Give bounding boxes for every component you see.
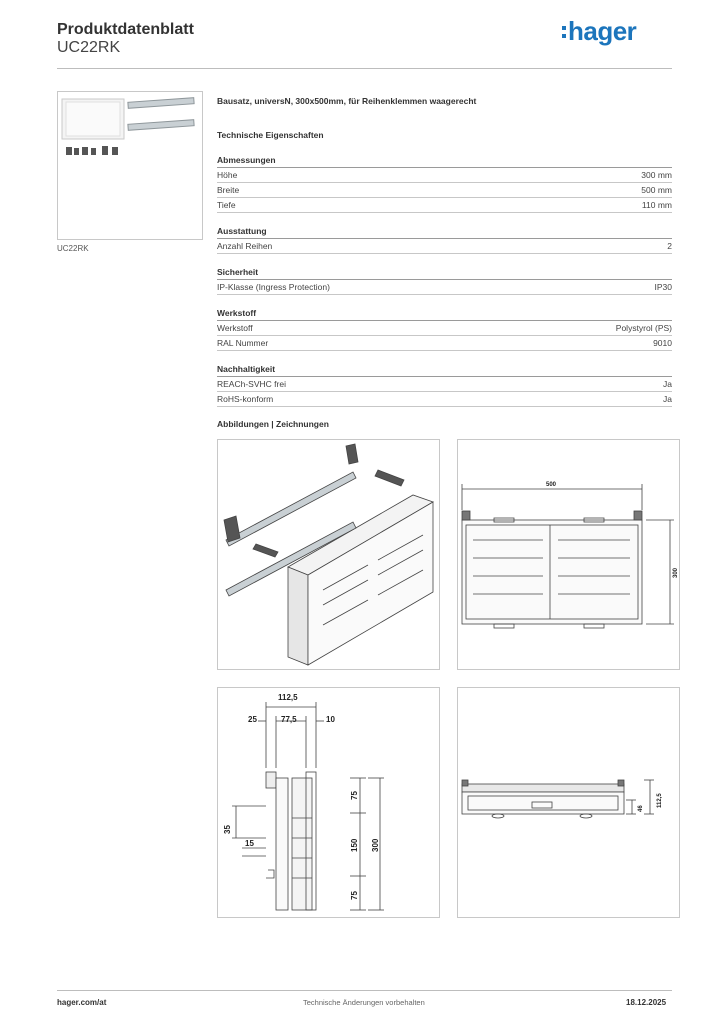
dim-width: 500 bbox=[546, 482, 557, 488]
side-view-drawing bbox=[217, 687, 440, 918]
dim-side-35: 35 bbox=[223, 825, 232, 834]
section-title: Technische Eigenschaften bbox=[217, 130, 324, 140]
product-description: Bausatz, universN, 300x500mm, für Reihenklemmen waagerecht bbox=[217, 96, 477, 106]
group-title: Sicherheit bbox=[217, 267, 672, 280]
dim-height: 300 bbox=[673, 567, 679, 578]
table-row bbox=[217, 183, 672, 198]
footer-notice: Technische Änderungen vorbehalten bbox=[303, 998, 425, 1007]
group-dimensions bbox=[217, 155, 672, 213]
footer-website[interactable]: hager.com/at bbox=[57, 998, 107, 1007]
dim-top-1125: 112,5 bbox=[657, 793, 663, 808]
row-label: Breite bbox=[217, 185, 240, 195]
table-row bbox=[217, 321, 672, 336]
group-title: Werkstoff bbox=[217, 308, 672, 321]
table-row bbox=[217, 336, 672, 351]
group-equipment bbox=[217, 226, 672, 254]
product-code: UC22RK bbox=[57, 39, 121, 56]
row-value: 500 mm bbox=[641, 185, 672, 195]
drawings-title: Abbildungen | Zeichnungen bbox=[217, 419, 329, 429]
row-label: Werkstoff bbox=[217, 323, 253, 333]
dim-side-a: 25 bbox=[248, 715, 257, 724]
dim-side-75-top: 75 bbox=[350, 791, 359, 800]
row-label: IP-Klasse (Ingress Protection) bbox=[217, 282, 330, 292]
table-row bbox=[217, 377, 672, 392]
dim-side-150: 150 bbox=[350, 838, 359, 852]
row-label: RAL Nummer bbox=[217, 338, 269, 348]
front-view-drawing bbox=[457, 439, 680, 670]
table-row bbox=[217, 198, 672, 213]
row-value: IP30 bbox=[654, 282, 672, 292]
hager-logo: hager bbox=[568, 16, 637, 46]
table-row bbox=[217, 280, 672, 295]
dim-side-15: 15 bbox=[245, 839, 254, 848]
row-value: Ja bbox=[663, 379, 672, 389]
footer-date: 18.12.2025 bbox=[626, 998, 667, 1007]
page-title: Produktdatenblatt bbox=[57, 21, 194, 38]
table-row bbox=[217, 239, 672, 254]
group-sustainability bbox=[217, 364, 672, 407]
dim-side-300: 300 bbox=[371, 838, 380, 852]
product-thumbnail bbox=[57, 91, 203, 240]
row-label: RoHS-konform bbox=[217, 394, 274, 404]
property-table bbox=[217, 155, 672, 420]
row-value: 9010 bbox=[653, 338, 672, 348]
table-row bbox=[217, 392, 672, 407]
dim-side-b: 77,5 bbox=[281, 715, 297, 724]
top-view-drawing bbox=[457, 687, 680, 918]
footer-divider bbox=[57, 990, 672, 991]
row-label: REACh-SVHC frei bbox=[217, 379, 286, 389]
dim-side-c: 10 bbox=[326, 715, 335, 724]
row-value: 2 bbox=[667, 241, 672, 251]
row-value: 110 mm bbox=[641, 200, 672, 210]
row-value: Polystyrol (PS) bbox=[615, 323, 672, 333]
group-title: Ausstattung bbox=[217, 226, 672, 239]
row-label: Anzahl Reihen bbox=[217, 241, 273, 251]
group-title: Nachhaltigkeit bbox=[217, 364, 672, 377]
row-label: Höhe bbox=[217, 170, 238, 180]
dim-top-46: 46 bbox=[638, 805, 644, 812]
row-value: Ja bbox=[663, 394, 672, 404]
table-row bbox=[217, 168, 672, 183]
header-divider bbox=[57, 68, 672, 69]
dim-side-total: 112,5 bbox=[278, 693, 298, 702]
group-title: Abmessungen bbox=[217, 155, 672, 168]
row-value: 300 mm bbox=[641, 170, 672, 180]
row-label: Tiefe bbox=[217, 200, 236, 210]
dim-side-75-bottom: 75 bbox=[350, 891, 359, 900]
thumbnail-caption: UC22RK bbox=[57, 244, 89, 253]
group-safety bbox=[217, 267, 672, 295]
isometric-drawing bbox=[217, 439, 440, 670]
group-material bbox=[217, 308, 672, 351]
